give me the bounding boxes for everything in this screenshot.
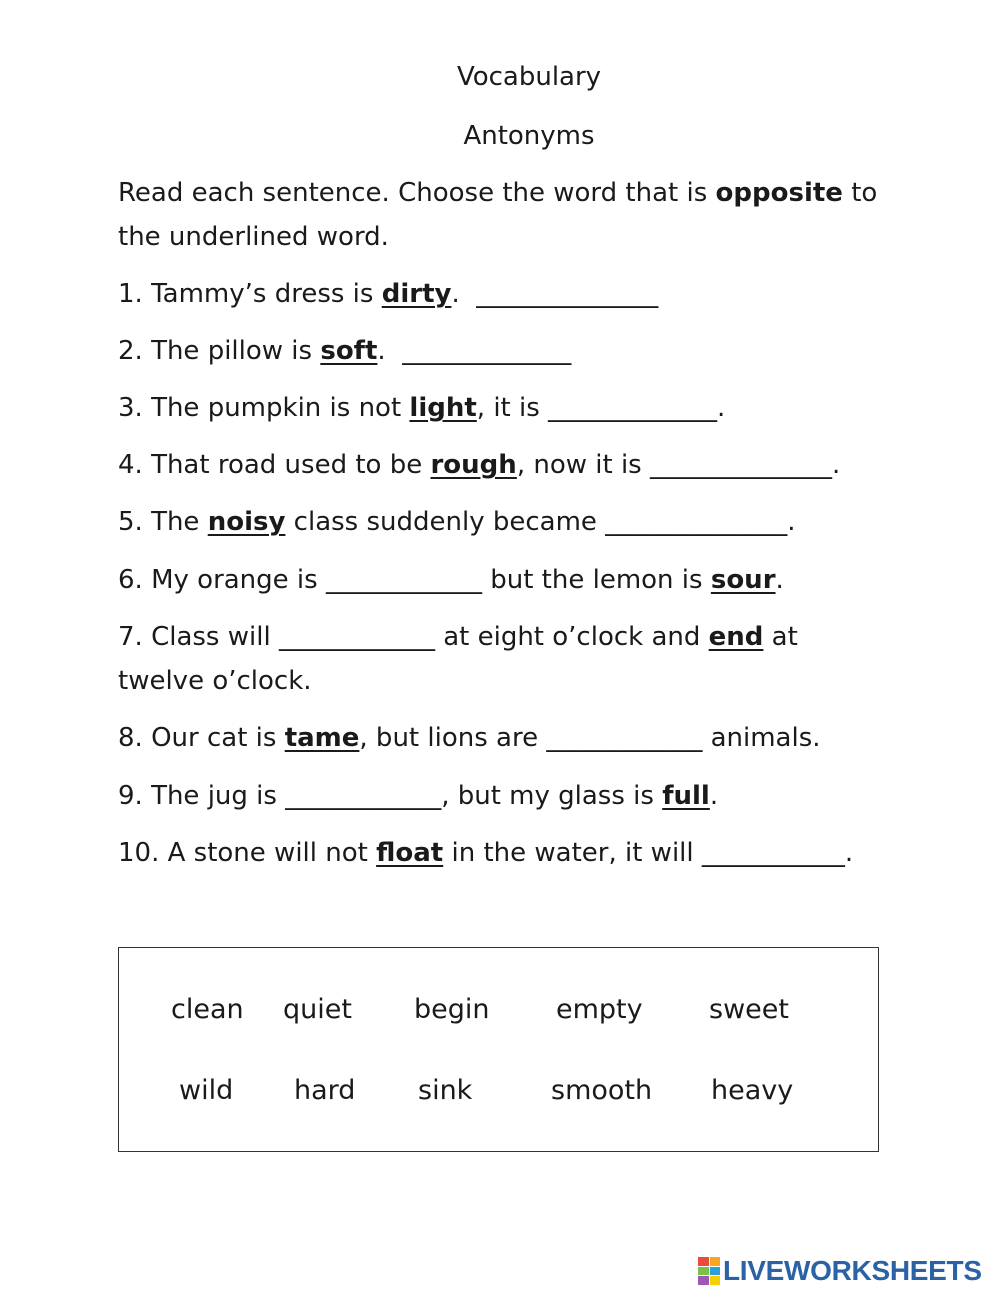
answer-blank[interactable]: , now it is ______________. — [516, 450, 841, 480]
question-5 — [118, 507, 795, 537]
logo-block — [698, 1276, 709, 1285]
underlined-word: soft — [320, 336, 378, 366]
underlined-word: noisy — [207, 507, 286, 537]
logo-block — [698, 1257, 709, 1266]
instructions-bold-word: opposite — [715, 178, 843, 208]
question-4 — [118, 450, 840, 480]
page-subtitle: Antonyms — [463, 121, 595, 151]
answer-blank[interactable]: . _____________ — [377, 336, 572, 366]
question-6 — [118, 565, 784, 595]
question-text: 8. Our cat is — [118, 723, 285, 753]
question-text: . — [775, 565, 784, 595]
logo-block — [710, 1276, 721, 1285]
word-bank-item[interactable]: sink — [418, 1075, 473, 1106]
question-text: 4. That road used to be — [118, 450, 431, 480]
instructions-line-1 — [118, 178, 877, 208]
underlined-word: sour — [710, 565, 776, 595]
question-text: . — [709, 781, 719, 811]
logo-block — [710, 1257, 721, 1266]
underlined-word: full — [662, 781, 710, 811]
answer-blank[interactable]: , but lions are ____________ animals. — [359, 723, 821, 753]
word-bank-item[interactable]: wild — [179, 1075, 234, 1106]
word-bank-item[interactable]: clean — [171, 994, 244, 1025]
answer-blank[interactable]: class suddenly became ______________. — [285, 507, 796, 537]
word-bank-box — [118, 947, 879, 1152]
question-text: 3. The pumpkin is not — [118, 393, 410, 423]
underlined-word: tame — [284, 723, 360, 753]
question-9 — [118, 781, 718, 811]
logo-block — [698, 1267, 709, 1276]
question-10 — [118, 838, 853, 868]
liveworksheets-logo — [698, 1256, 982, 1286]
answer-blank[interactable]: . ______________ — [451, 279, 659, 309]
instructions-text-end: to — [842, 178, 878, 208]
question-text: 1. Tammy’s dress is — [118, 279, 382, 309]
word-bank-item[interactable]: empty — [556, 994, 643, 1025]
word-bank-item[interactable]: smooth — [551, 1075, 653, 1106]
underlined-word: dirty — [381, 279, 452, 309]
answer-blank[interactable]: 7. Class will ____________ at eight o’clock and — [118, 622, 709, 652]
question-text: 2. The pillow is — [118, 336, 321, 366]
underlined-word: float — [376, 838, 444, 868]
instructions-line-2: the underlined word. — [118, 222, 389, 252]
answer-blank[interactable]: in the water, it will ___________. — [443, 838, 854, 868]
word-bank-item[interactable]: quiet — [283, 994, 352, 1025]
word-bank-item[interactable]: heavy — [711, 1075, 794, 1106]
question-3 — [118, 393, 725, 423]
word-bank-item[interactable]: begin — [414, 994, 490, 1025]
word-bank-item[interactable]: hard — [294, 1075, 356, 1106]
answer-blank[interactable]: , it is _____________. — [476, 393, 726, 423]
answer-blank[interactable]: 9. The jug is ____________, but my glass is — [118, 781, 663, 811]
instructions-text: Read each sentence. Choose the word that is — [118, 178, 716, 208]
answer-blank[interactable]: 6. My orange is ____________ but the lemon is — [118, 565, 711, 595]
underlined-word: end — [708, 622, 764, 652]
question-7-line-2: twelve o’clock. — [118, 666, 312, 696]
page-title: Vocabulary — [456, 62, 602, 92]
question-8 — [118, 723, 821, 753]
logo-text: LIVEWORKSHEETS — [723, 1255, 982, 1286]
question-2 — [118, 336, 571, 366]
word-bank-item[interactable]: sweet — [709, 994, 789, 1025]
underlined-word: rough — [430, 450, 517, 480]
question-text: 5. The — [118, 507, 208, 537]
question-7 — [118, 622, 798, 652]
underlined-word: light — [409, 393, 477, 423]
question-text: 10. A stone will not — [118, 838, 377, 868]
question-1 — [118, 279, 658, 309]
logo-block — [710, 1267, 721, 1276]
question-text: at — [763, 622, 798, 652]
logo-blocks-icon — [698, 1257, 720, 1285]
